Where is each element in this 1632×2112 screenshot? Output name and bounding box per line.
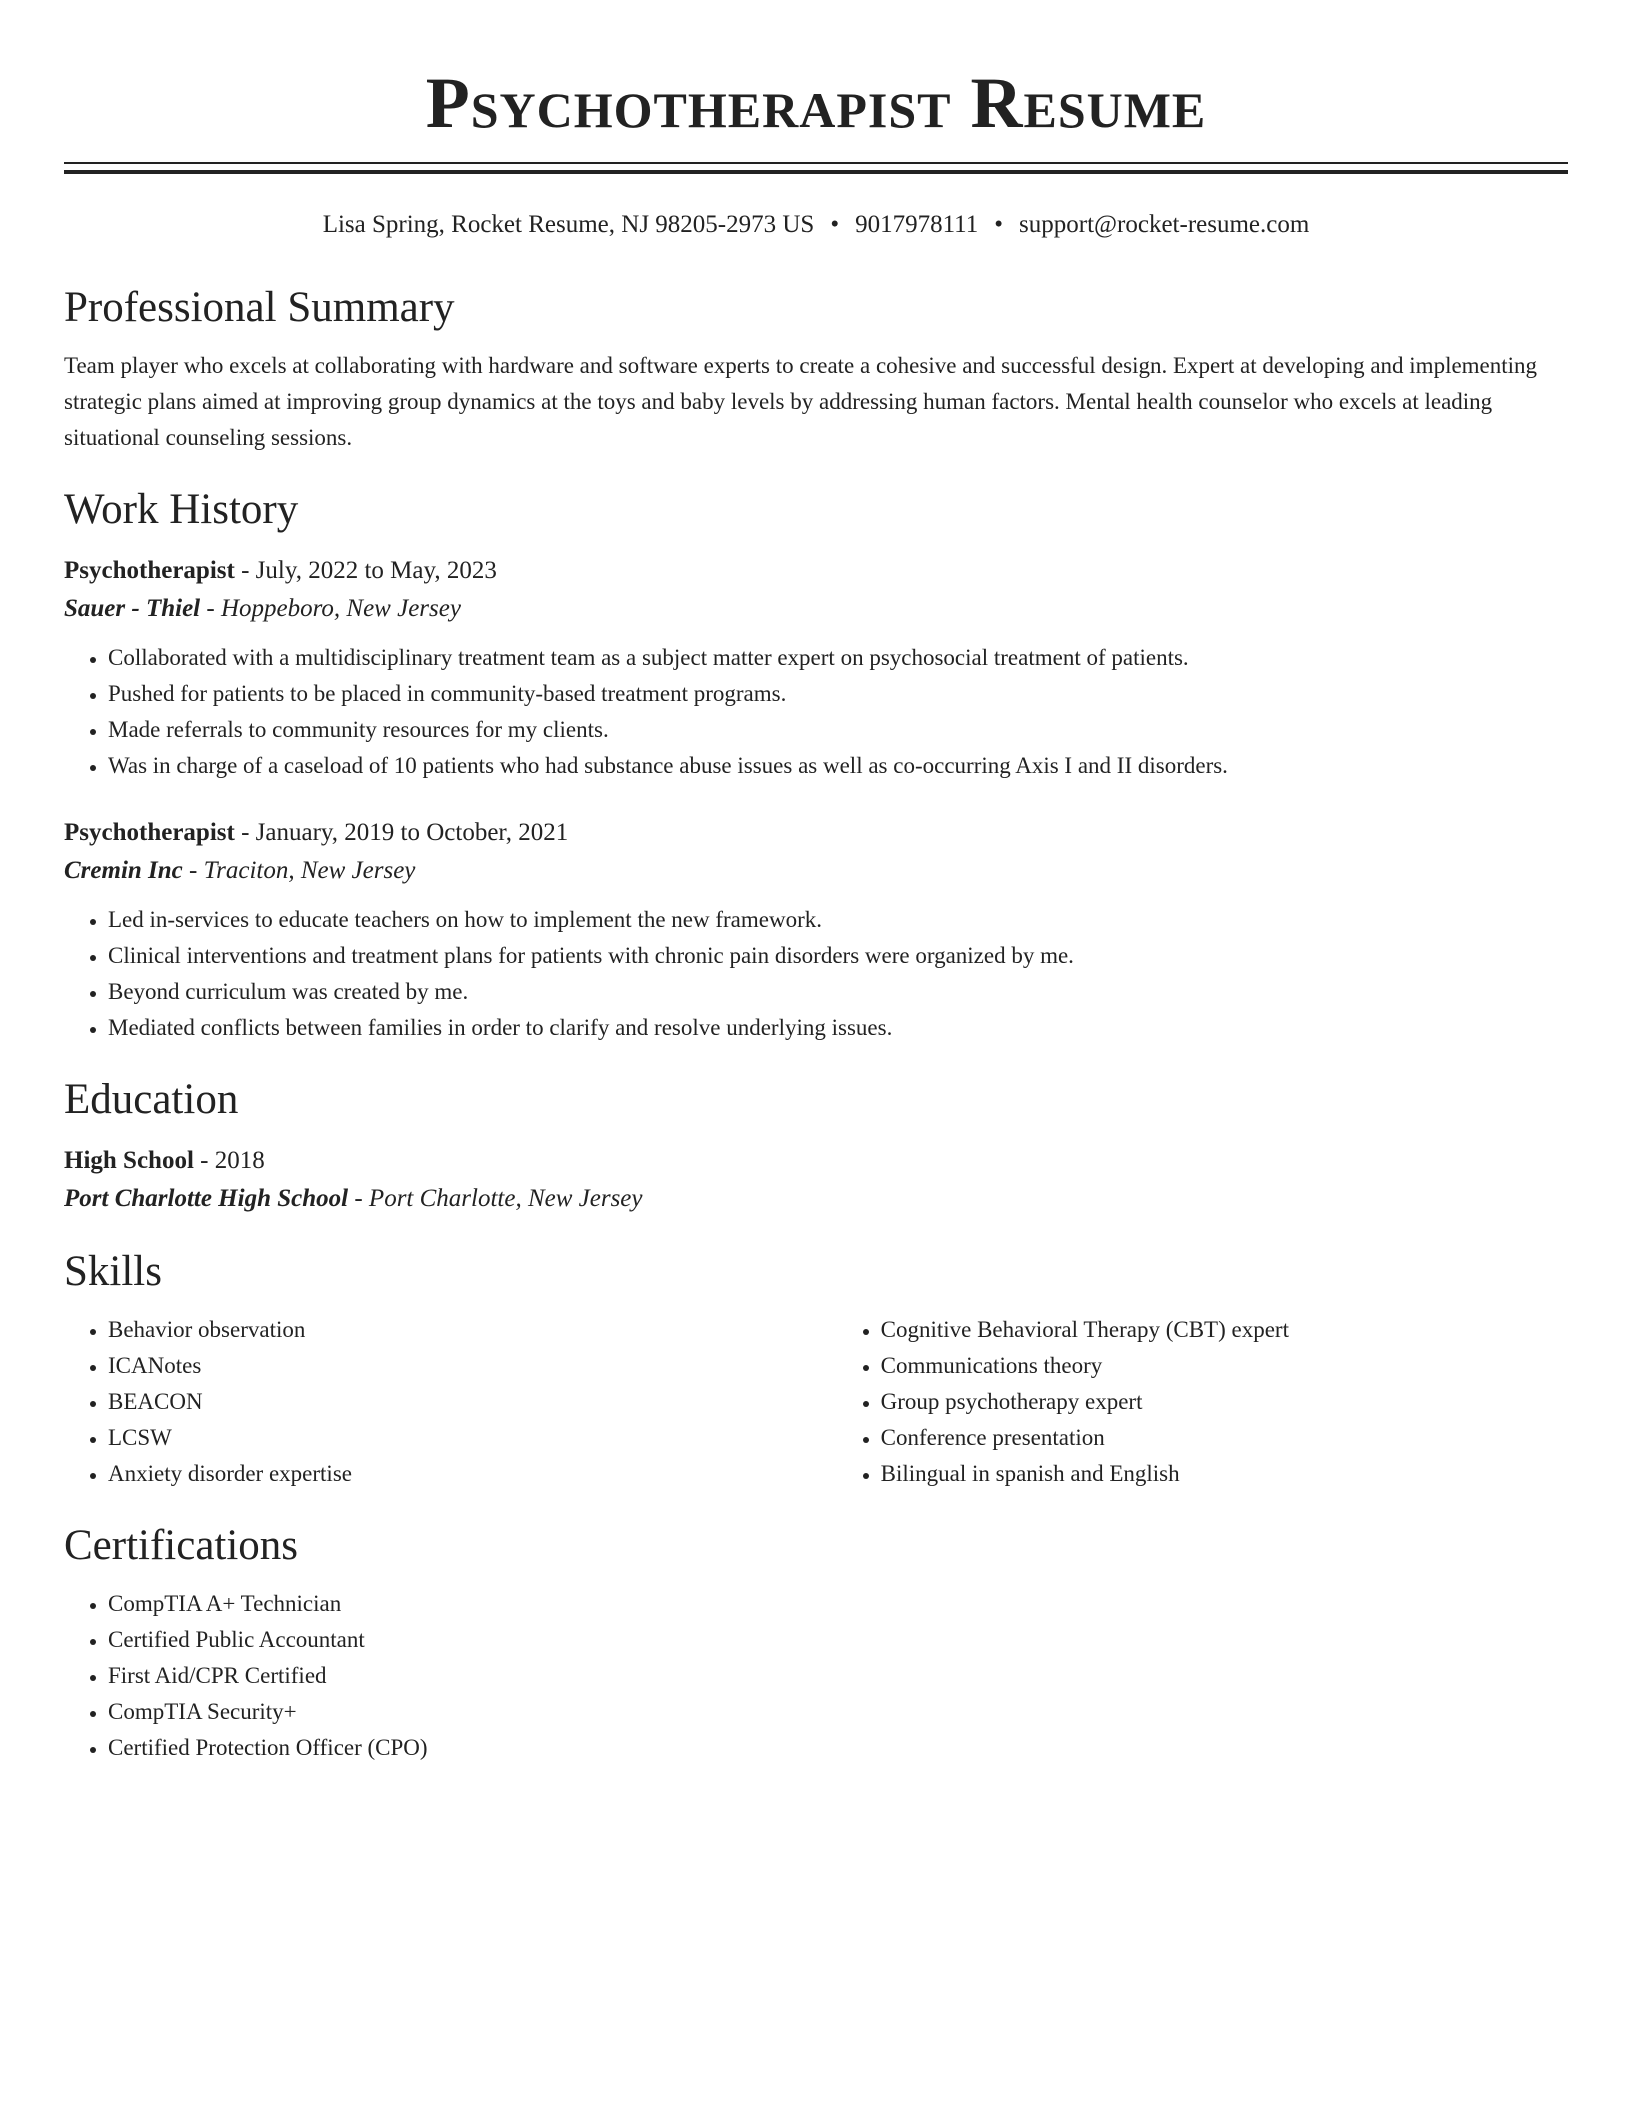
education-heading: Education — [64, 1076, 239, 1123]
list-item: • Clinical interventions and treatment plans for patients with chronic pain disorders were organized by me. — [108, 938, 1568, 974]
summary-text: Team player who excels at collaborating with hardware and software experts to create a cohesive and successful design. Expert at developing and implementing strategic plans aimed at improving group dynamics at the toys and baby levels by addressing human factors. Mental health counselor who excels at leading situational counseling sessions. — [64, 353, 1538, 450]
resume-title: Psychotherapist Resume — [425, 63, 1207, 143]
school-location: - Port Charlotte, New Jersey — [348, 1185, 643, 1212]
education-section — [64, 1072, 1568, 1218]
contact-address: Lisa Spring, Rocket Resume, NJ 98205-2973 US — [322, 211, 815, 238]
list-item: • LCSW — [108, 1420, 837, 1456]
list-item: • Behavior observation — [108, 1312, 837, 1348]
skills-right-column — [837, 1312, 1568, 1492]
list-item: • Led in-services to educate teachers on how to implement the new framework. — [108, 902, 1568, 938]
list-item: • Communications theory — [881, 1348, 1568, 1384]
contact-email: support@rocket-resume.com — [1019, 211, 1310, 238]
employer-name: Sauer - Thiel — [64, 595, 201, 622]
summary-heading: Professional Summary — [64, 284, 455, 331]
job-bullets — [64, 902, 1568, 1046]
list-item: • Cognitive Behavioral Therapy (CBT) expert — [881, 1312, 1568, 1348]
employer-name: Cremin Inc — [64, 857, 183, 884]
skills-heading: Skills — [64, 1248, 162, 1295]
graduation-year: - 2018 — [193, 1147, 265, 1174]
employer-line — [64, 852, 1568, 890]
skills-section — [64, 1244, 1568, 1492]
education-entry — [64, 1142, 1568, 1218]
list-item: • Anxiety disorder expertise — [108, 1456, 837, 1492]
contact-phone: 9017978111 — [855, 211, 979, 238]
work-history-section — [64, 482, 1568, 1046]
certifications-section — [64, 1518, 1568, 1766]
employer-location: - Traciton, New Jersey — [182, 857, 416, 884]
job-entry — [64, 814, 1568, 1046]
list-item: • Made referrals to community resources for my clients. — [108, 712, 1568, 748]
list-item: • Was in charge of a caseload of 10 patients who had substance abuse issues as well as co-occurring Axis I and II disorders. — [108, 748, 1568, 784]
skills-left-column — [64, 1312, 837, 1492]
list-item: • First Aid/CPR Certified — [108, 1658, 1568, 1694]
job-dates: - July, 2022 to May, 2023 — [234, 557, 497, 584]
list-item: • Conference presentation — [881, 1420, 1568, 1456]
bullet-separator: • — [830, 211, 840, 238]
list-item: • Collaborated with a multidisciplinary treatment team as a subject matter expert on psychosocial treatment of patients. — [108, 640, 1568, 676]
list-item: • CompTIA Security+ — [108, 1694, 1568, 1730]
list-item: • Bilingual in spanish and English — [881, 1456, 1568, 1492]
list-item: • Group psychotherapy expert — [881, 1384, 1568, 1420]
skills-columns — [64, 1300, 1568, 1492]
certifications-list — [64, 1586, 1568, 1766]
job-title: Psychotherapist — [64, 557, 235, 584]
job-title-line — [64, 814, 1568, 852]
list-item: • CompTIA A+ Technician — [108, 1586, 1568, 1622]
job-dates: - January, 2019 to October, 2021 — [234, 819, 569, 846]
list-item: • Pushed for patients to be placed in community-based treatment programs. — [108, 676, 1568, 712]
school-line — [64, 1180, 1568, 1218]
degree: High School — [64, 1147, 194, 1174]
summary-section — [64, 280, 1568, 456]
list-item: • BEACON — [108, 1384, 837, 1420]
list-item: • Mediated conflicts between families in order to clarify and resolve underlying issues. — [108, 1010, 1568, 1046]
list-item: • ICANotes — [108, 1348, 837, 1384]
divider-thin-line — [64, 162, 1568, 164]
school-name: Port Charlotte High School — [64, 1185, 349, 1212]
divider-thick-line — [64, 170, 1568, 174]
employer-location: - Hoppeboro, New Jersey — [200, 595, 461, 622]
degree-line — [64, 1142, 1568, 1180]
title-divider — [64, 162, 1568, 174]
list-item: • Certified Protection Officer (CPO) — [108, 1730, 1568, 1766]
work-history-heading: Work History — [64, 486, 299, 533]
job-title: Psychotherapist — [64, 819, 235, 846]
list-item: • Beyond curriculum was created by me. — [108, 974, 1568, 1010]
certifications-heading: Certifications — [64, 1522, 299, 1569]
contact-line — [64, 208, 1568, 242]
employer-line — [64, 590, 1568, 628]
bullet-separator: • — [994, 211, 1004, 238]
job-entry — [64, 552, 1568, 784]
job-title-line — [64, 552, 1568, 590]
list-item: • Certified Public Accountant — [108, 1622, 1568, 1658]
job-bullets — [64, 640, 1568, 784]
